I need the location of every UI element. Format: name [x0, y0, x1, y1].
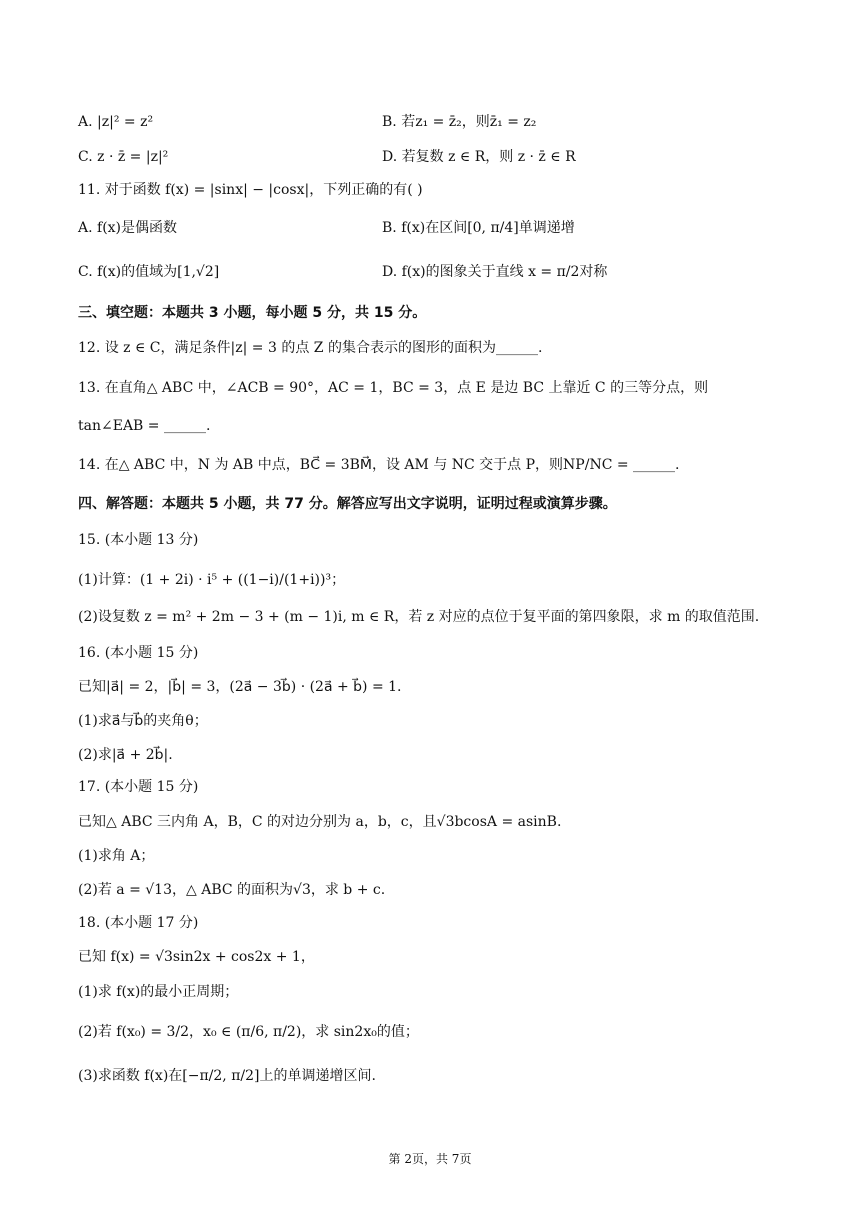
question-line: 11. 对于函数 f(x) = |sinx| − |cosx|，下列正确的有( ): [78, 182, 423, 198]
question-line: C. f(x)的值域为[1,√2]: [78, 264, 220, 280]
question-line: 已知 f(x) = √3sin2x + cos2x + 1，: [78, 949, 315, 965]
question-line: 15. (本小题 13 分): [78, 532, 199, 548]
question-line: 已知|a⃗| = 2，|b⃗| = 3，(2a⃗ − 3b⃗) · (2a⃗ + b⃗) = 1.: [78, 679, 402, 695]
question-line: (1)求a⃗与b⃗的夹角θ；: [78, 713, 208, 729]
question-line: C. z · z̄ = |z|²: [78, 149, 169, 165]
section-heading: 四、解答题：本题共 5 小题，共 77 分。解答应写出文字说明，证明过程或演算步骤。: [78, 496, 617, 512]
page-footer: 第 2页，共 7页: [388, 1152, 472, 1166]
question-line: 17. (本小题 15 分): [78, 779, 199, 795]
question-line: (1)求角 A；: [78, 848, 155, 864]
question-line: A. |z|² = z²: [78, 114, 154, 130]
question-line: 18. (本小题 17 分): [78, 915, 199, 931]
question-line: 已知△ ABC 三内角 A，B，C 的对边分别为 a，b，c，且√3bcosA = asinB.: [78, 814, 562, 830]
question-line: (2)若 a = √13，△ ABC 的面积为√3，求 b + c.: [78, 882, 386, 898]
question-line: 16. (本小题 15 分): [78, 645, 199, 661]
option-line: B. f(x)在区间[0, π/4]单调递增: [382, 220, 575, 236]
question-line: 13. 在直角△ ABC 中，∠ACB = 90°，AC = 1，BC = 3，点 E 是边 BC 上靠近 C 的三等分点，则: [78, 380, 709, 396]
section-heading: 三、填空题：本题共 3 小题，每小题 5 分，共 15 分。: [78, 305, 427, 321]
question-line: (2)若 f(x₀) = 3/2，x₀ ∈ (π/6, π/2)，求 sin2x₀的值；: [78, 1024, 419, 1040]
question-line: A. f(x)是偶函数: [78, 220, 178, 236]
question-line: (1)求 f(x)的最小正周期；: [78, 984, 239, 1000]
option-line: B. 若z₁ = z̄₂，则z̄₁ = z₂: [382, 114, 537, 130]
question-line: (1)计算：(1 + 2i) · i⁵ + ((1−i)/(1+i))³；: [78, 572, 346, 588]
question-line: (2)求|a⃗ + 2b⃗|.: [78, 747, 173, 763]
question-line: (3)求函数 f(x)在[−π/2, π/2]上的单调递增区间.: [78, 1068, 376, 1084]
question-line: 12. 设 z ∈ C，满足条件|z| = 3 的点 Z 的集合表示的图形的面积为______.: [78, 340, 543, 356]
question-line: 14. 在△ ABC 中，N 为 AB 中点，BC⃗ = 3BM⃗，设 AM 与 NC 交于点 P，则NP/NC = ______.: [78, 457, 680, 473]
option-line: D. f(x)的图象关于直线 x = π/2对称: [382, 264, 608, 280]
question-line: tan∠EAB = ______.: [78, 418, 211, 434]
option-line: D. 若复数 z ∈ R，则 z · z̄ ∈ R: [382, 149, 576, 165]
question-line: (2)设复数 z = m² + 2m − 3 + (m − 1)i, m ∈ R，若 z 对应的点位于复平面的第四象限，求 m 的取值范围.: [78, 609, 760, 625]
